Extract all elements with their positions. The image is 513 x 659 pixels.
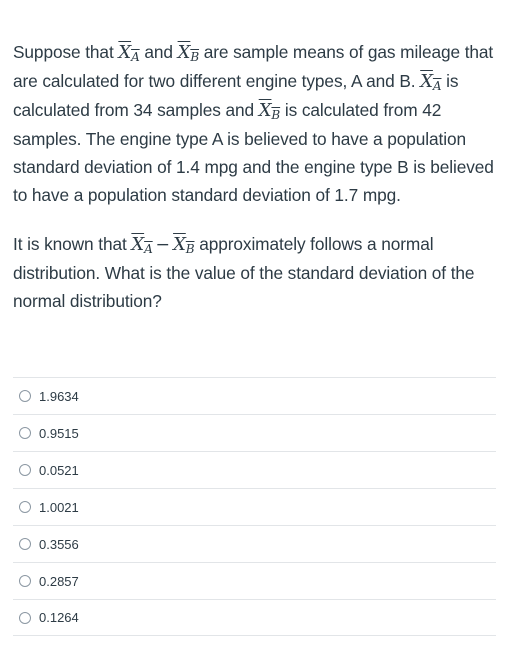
answer-option[interactable]: [13, 377, 496, 414]
answer-option[interactable]: [13, 562, 496, 599]
sample-mean-b: [178, 42, 199, 63]
question-text-segment: and: [139, 42, 178, 62]
sample-mean-b: [173, 234, 194, 255]
math-subscript: B: [190, 50, 200, 64]
answer-label: 0.1264: [39, 610, 79, 625]
answer-label: 0.9515: [39, 425, 79, 441]
question-text-segment: It is known that: [13, 234, 132, 254]
answer-label: 1.0021: [39, 499, 79, 515]
question-text-segment: approximately follows a normal distribution. What is the value of the standard deviation of the normal distribution?: [13, 234, 475, 311]
sample-mean-a: [420, 71, 441, 92]
math-subscript: A: [131, 50, 140, 64]
math-subscript: A: [144, 242, 153, 256]
sample-mean-a: [118, 42, 139, 63]
answer-label: 1.9634: [39, 388, 79, 404]
question-text-segment: are sample means of gas mileage that are calculated for two different engine types, A and B.: [13, 42, 494, 91]
question-paragraph-2: [13, 230, 503, 315]
answer-label: 0.0521: [39, 462, 79, 478]
question-paragraph-1: [13, 38, 503, 209]
math-symbol: X: [177, 42, 191, 63]
answer-label: 0.3556: [39, 536, 79, 552]
math-symbol: X: [118, 42, 132, 63]
radio-button[interactable]: [19, 575, 31, 587]
radio-button[interactable]: [19, 501, 31, 513]
answer-option[interactable]: [13, 488, 496, 525]
answer-option[interactable]: [13, 525, 496, 562]
answer-label: 0.2857: [39, 573, 79, 589]
answer-option[interactable]: [13, 599, 496, 636]
radio-button[interactable]: [19, 464, 31, 476]
radio-button[interactable]: [19, 390, 31, 402]
sample-mean-b: [259, 100, 280, 121]
radio-button[interactable]: [19, 427, 31, 439]
minus-sign: −: [155, 235, 171, 255]
question-text: [13, 38, 503, 315]
question-text-segment: is calculated from 42 samples. The engine type A is believed to have a population standard deviation of 1.4 mpg and the engine type B is believed to have a population standard deviation of 1.7 mpg.: [13, 100, 494, 205]
math-symbol: X: [420, 71, 433, 92]
answer-option[interactable]: [13, 414, 496, 451]
answer-option[interactable]: [13, 451, 496, 488]
math-subscript: B: [271, 108, 281, 122]
math-symbol: X: [173, 234, 186, 255]
math-subscript: B: [185, 242, 195, 256]
sample-mean-a: [131, 234, 152, 255]
math-symbol: X: [131, 234, 145, 255]
answer-list: [13, 377, 496, 636]
question-text-segment: is calculated from 34 samples and: [13, 71, 459, 120]
math-symbol: X: [258, 100, 272, 121]
radio-button[interactable]: [19, 612, 31, 624]
question-text-segment: Suppose that: [13, 42, 119, 62]
radio-button[interactable]: [19, 538, 31, 550]
math-subscript: A: [432, 79, 442, 93]
